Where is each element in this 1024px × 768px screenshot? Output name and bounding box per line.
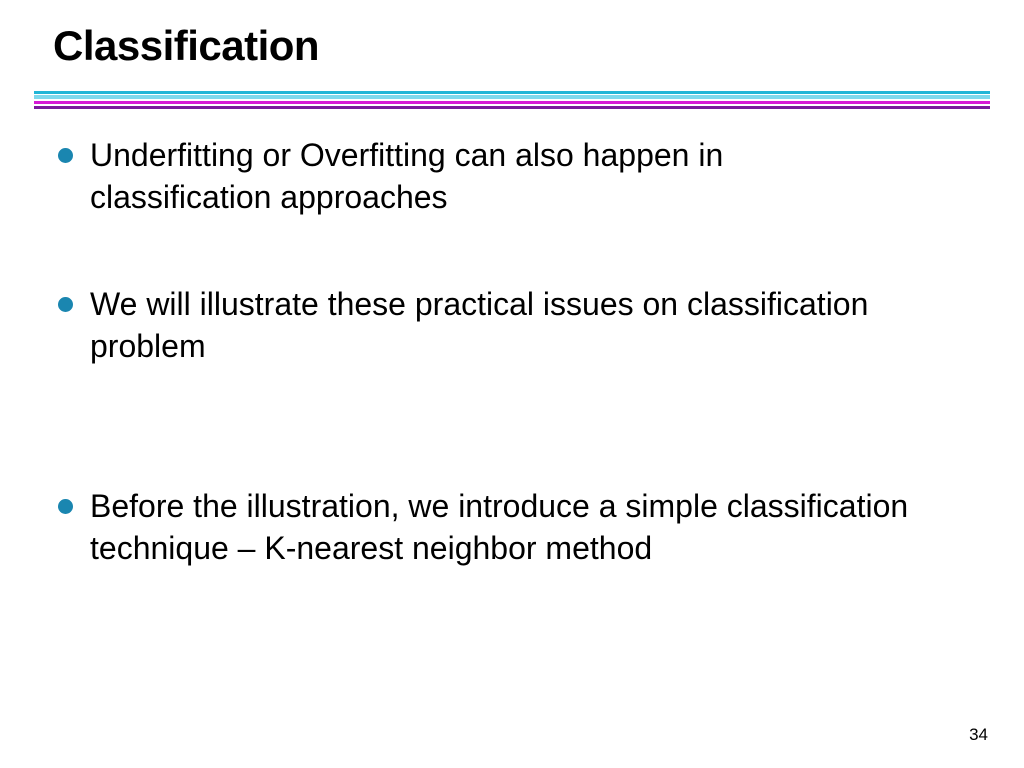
bullet-item [58, 485, 938, 569]
bullet-text: Before the illustration, we introduce a simple classification technique – K-nearest neighbor method [90, 488, 909, 566]
bullet-item [58, 283, 938, 367]
bullet-item [58, 134, 938, 218]
page-number: 34 [969, 725, 988, 744]
bullet-dot-icon [58, 499, 73, 514]
title-rule-light-cyan [34, 95, 990, 99]
bullet-dot-icon [58, 297, 73, 312]
bullet-text: Underfitting or Overfitting can also happen in classification approaches [90, 137, 724, 215]
bullet-text: We will illustrate these practical issues on classification problem [90, 286, 869, 364]
bullet-dot-icon [58, 148, 73, 163]
title-rule-magenta [34, 101, 990, 104]
title-rule-cyan [34, 91, 990, 94]
title-rule-purple [34, 106, 990, 109]
slide-title: Classification [53, 22, 320, 69]
